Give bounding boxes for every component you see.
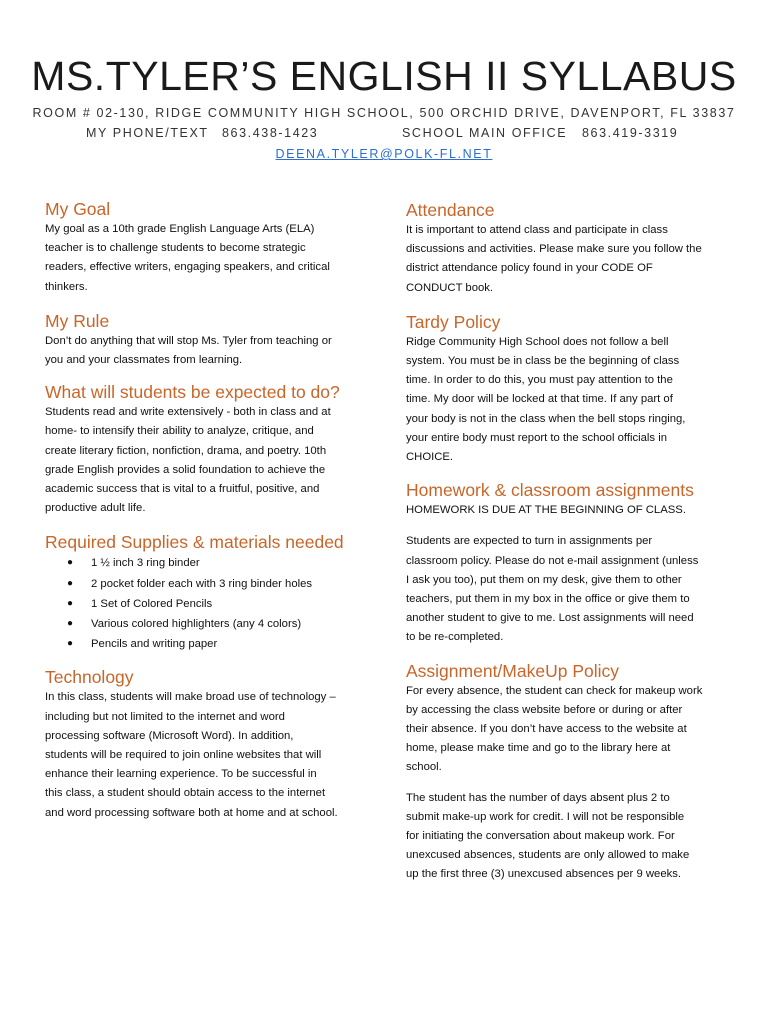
- goal-heading: My Goal: [45, 199, 111, 219]
- list-item: ● Pencils and writing paper: [67, 638, 218, 651]
- office-phone: 863.419-3319: [582, 126, 679, 140]
- supplies-section: [45, 531, 367, 654]
- attendance-text: It is important to attend class and participate in class discussions and activities. Please make sure you follow the district attendance policy found in your CODE OF CONDUCT book.: [406, 224, 702, 294]
- homework-text: Students are expected to turn in assignments per classroom policy. Please do not e-mail assignment (unless I ask you too), put them on my desk, give them to other teachers, put them in my box in the office or give them to another student to give to me. Lost assignments will need to be re-completed.: [406, 535, 699, 644]
- tardy-section: [406, 311, 728, 467]
- list-item: ● 1 ½ inch 3 ring binder: [67, 557, 200, 570]
- homework-section: [406, 479, 728, 647]
- makeup-heading: Assignment/MakeUp Policy: [406, 660, 619, 681]
- page-title: MS.TYLER’S ENGLISH II SYLLABUS: [31, 53, 737, 99]
- left-column: [45, 198, 367, 823]
- attendance-heading: Attendance: [406, 200, 495, 220]
- phone-label: MY PHONE/TEXT: [86, 126, 209, 140]
- office-label: SCHOOL MAIN OFFICE: [402, 126, 568, 140]
- homework-due-text: HOMEWORK IS DUE AT THE BEGINNING OF CLASS.: [406, 504, 686, 517]
- expected-text: Students read and write extensively - both in class and at home- to intensify their ability to analyze, critique, and create literary fiction, nonfiction, drama, and poetry. 10th grade English provides a solid foundation to achieve the academic success that is vital to a fruitful, positive, and productive adult life.: [45, 406, 331, 515]
- list-item: ● Various colored highlighters (any 4 colors): [67, 618, 302, 631]
- expected-heading: What will students be expected to do?: [45, 382, 340, 403]
- technology-text: In this class, students will make broad use of technology – including but not limited to the internet and word processing software (Microsoft Word). In addition, students will be required to join online websites that will enhance their learning experience. To be successful in this class, a student should obtain access to the internet and word processing software both at home and at school.: [45, 691, 338, 819]
- goal-section: [45, 198, 367, 297]
- technology-heading: Technology: [45, 667, 134, 688]
- supplies-heading: Required Supplies & materials needed: [45, 532, 344, 553]
- makeup-section: [406, 660, 728, 885]
- goal-text: My goal as a 10th grade English Language Arts (ELA) teacher is to challenge students to become strategic readers, effective writers, engaging speakers, and critical thinkers.: [45, 223, 330, 293]
- tardy-heading: Tardy Policy: [406, 311, 501, 332]
- rule-heading: My Rule: [45, 310, 110, 331]
- rule-text: Don’t do anything that will stop Ms. Tyler from teaching or you and your classmates from learning.: [45, 334, 332, 367]
- technology-section: [45, 666, 367, 822]
- rule-section: [45, 310, 367, 370]
- supplies-list: [45, 553, 367, 654]
- school-address: ROOM # 02-130, RIDGE COMMUNITY HIGH SCHOOL, 500 ORCHID DRIVE, DAVENPORT, FL 33837: [32, 106, 736, 120]
- list-item: ● 1 Set of Colored Pencils: [67, 597, 213, 610]
- homework-heading: Homework & classroom assignments: [406, 480, 694, 501]
- attendance-section: [406, 199, 728, 298]
- list-item: ● 2 pocket folder each with 3 ring binder holes: [67, 577, 313, 590]
- makeup-text: For every absence, the student can check for makeup work by accessing the class website before or during or after their absence. If you don’t have access to the website at home, please make time and go to the library here at school.: [406, 684, 703, 774]
- expected-section: [45, 381, 367, 518]
- phone-number: 863.438-1423: [222, 126, 319, 140]
- right-column: [406, 199, 728, 885]
- email-link[interactable]: DEENA.TYLER@POLK-FL.NET: [275, 147, 493, 161]
- tardy-text: Ridge Community High School does not follow a bell system. You must be in class be the beginning of class time. In order to do this, you must pay attention to the time. My door will be locked at that time. If any part of your body is not in the class when the bell stops ringing, your entire body must report to the school officials in CHOICE.: [406, 335, 686, 464]
- makeup-text-2: The student has the number of days absent plus 2 to submit make-up work for credit. I will not be responsible for initiating the conversation about makeup work. For unexcused absences, students are only allowed to make up the first three (3) unexcused absences per 9 weeks.: [406, 791, 690, 881]
